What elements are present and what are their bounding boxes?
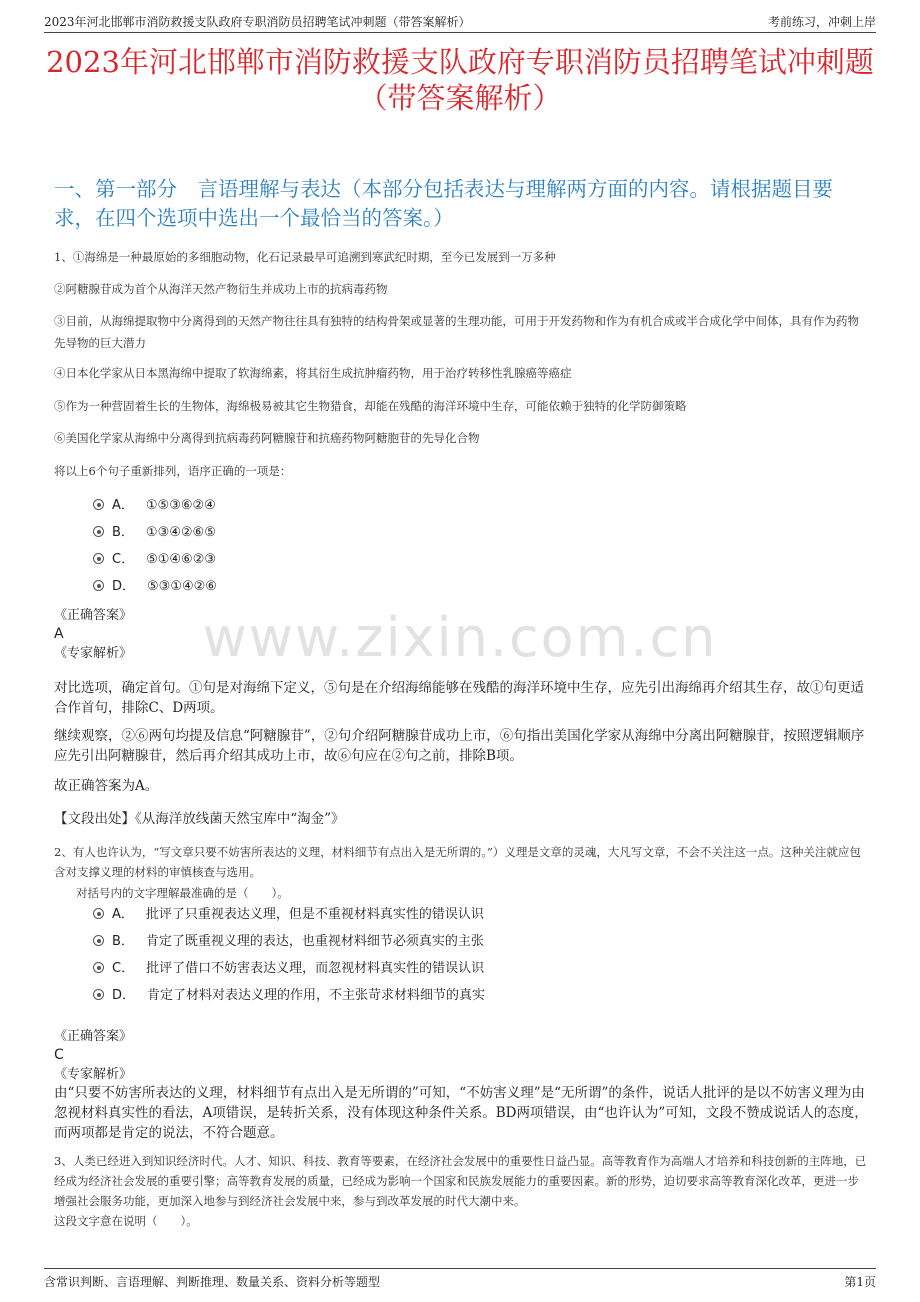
q1-analysis-p1: 对比选项，确定首句。①句是对海绵下定义，⑤句是在介绍海绵能够在残酷的海洋环境中生存，应先引出海绵再介绍其生存，故①句更适合作首句，排除C、D两项。	[54, 680, 864, 716]
q2-answer-label: 《正确答案》	[54, 1029, 133, 1044]
radio-icon[interactable]	[93, 553, 104, 564]
page-header	[44, 10, 876, 33]
q3-prompt: 这段文字意在说明（ ）。	[54, 1214, 198, 1228]
q1-analysis-label: 《专家解析》	[54, 646, 133, 661]
radio-icon[interactable]	[93, 526, 104, 537]
q2-option-d[interactable]: D． 肯定了材料对表达义理的作用，不主张苛求材料细节的真实	[93, 982, 485, 1009]
radio-icon[interactable]	[93, 935, 104, 946]
q1-option-a[interactable]: A． ①⑤③⑥②④	[93, 492, 217, 519]
q1-line-2: ②阿糖腺苷成为首个从海洋天然产物衍生并成功上市的抗病毒药物	[54, 282, 388, 296]
q1-analysis-p3: 故正确答案为A。	[54, 778, 159, 794]
q3-stem: 3、人类已经进入到知识经济时代。人才、知识、科技、教育等要素，在经济社会发展中的重要性日益凸显。高等教育作为高端人才培养和科技创新的主阵地，已经成为经济社会发展的重要引擎；高等教育发展的质量，已经成为影响一个国家和民族发展能力的重要因素。新的形势，迫切要求高等教育深化改革，更进一步增强社会服务功能，更加深入地参与到经济社会发展中来，参与到改革发展的时代大潮中来。	[54, 1154, 867, 1208]
radio-icon[interactable]	[93, 908, 104, 919]
footer-question-types: 含常识判断、言语理解、判断推理、数量关系、资料分析等题型	[44, 1275, 381, 1289]
q1-prompt: 将以上6个句子重新排列，语序正确的一项是：	[54, 464, 292, 478]
q1-line-4: ④日本化学家从日本黑海绵中提取了软海绵素，将其衍生成抗肿瘤药物，用于治疗转移性乳腺癌等癌症	[54, 366, 572, 380]
q1-answer: A	[54, 626, 64, 642]
page-number: 第1页	[844, 1275, 876, 1289]
page-footer	[44, 1268, 876, 1291]
q1-option-b[interactable]: B． ①③④②⑥⑤	[93, 519, 217, 546]
radio-icon[interactable]	[93, 580, 104, 591]
header-doc-title: 2023年河北邯郸市消防救援支队政府专职消防员招聘笔试冲刺题（带答案解析）	[44, 15, 471, 29]
document-title: 2023年河北邯郸市消防救援支队政府专职消防员招聘笔试冲刺题（带答案解析）	[46, 45, 874, 115]
q2-answer: C	[54, 1047, 64, 1063]
q1-line-3: ③目前，从海绵提取物中分离得到的天然产物往往具有独特的结构骨架或显著的生理功能，可用于开发药物和作为有机合成或半合成化学中间体，具有作为药物先导物的巨大潜力	[54, 314, 859, 350]
q1-options	[93, 492, 217, 600]
q2-options	[93, 901, 485, 1009]
q1-line-1: 1、①海绵是一种最原始的多细胞动物，化石记录最早可追溯到寒武纪时期，至今已发展到一万多种	[54, 250, 556, 264]
q2-option-c[interactable]: C． 批评了借口不妨害表达义理，而忽视材料真实性的错误认识	[93, 955, 485, 982]
q2-analysis-label: 《专家解析》	[54, 1067, 133, 1082]
section-heading: 一、第一部分 言语理解与表达（本部分包括表达与理解两方面的内容。请根据题目要求，在四个选项中选出一个最恰当的答案。）	[54, 177, 833, 230]
header-slogan: 考前练习，冲刺上岸	[767, 15, 876, 29]
watermark: www.zixin.com.cn	[202, 606, 718, 669]
q2-analysis: 由“只要不妨害所表达的义理，材料细节有点出入是无所谓的”可知，“不妨害义理”是“无所谓”的条件，说话人批评的是以不妨害义理为由忽视材料真实性的看法，A项错误，是转折关系，没有体现这种条件关系。BD两项错误，由“也许认为”可知，文段不赞成说话人的态度，而两项都是肯定的说法，不符合题意。	[54, 1085, 868, 1141]
q2-option-a[interactable]: A． 批评了只重视表达义理，但是不重视材料真实性的错误认识	[93, 901, 485, 928]
q2-option-b[interactable]: B． 肯定了既重视义理的表达，也重视材料细节必须真实的主张	[93, 928, 485, 955]
q1-line-6: ⑥美国化学家从海绵中分离得到抗病毒药阿糖腺苷和抗癌药物阿糖胞苷的先导化合物	[54, 431, 480, 445]
radio-icon[interactable]	[93, 962, 104, 973]
q2-prompt: 对括号内的文字理解最准确的是（ ）。	[76, 886, 289, 900]
radio-icon[interactable]	[93, 989, 104, 1000]
q1-analysis-p2: 继续观察，②⑥两句均提及信息“阿糖腺苷”，②句介绍阿糖腺苷成功上市，⑥句指出美国化学家从海绵中分离出阿糖腺苷，按照逻辑顺序应先引出阿糖腺苷，然后再介绍其成功上市，故⑥句应在②句之前，排除B项。	[54, 728, 865, 764]
q1-answer-label: 《正确答案》	[54, 608, 133, 623]
q2-stem: 2、有人也许认为，“写文章只要不妨害所表达的义理，材料细节有点出入是无所谓的。”）义理是文章的灵魂，大凡写文章，不会不关注这一点。这种关注就应包含对支撑义理的材料的审慎核查与选用。	[54, 845, 861, 879]
q1-source: 【文段出处】《从海洋放线菌天然宝库中“淘金”》	[54, 811, 345, 827]
q1-line-5: ⑤作为一种营固着生长的生物体，海绵极易被其它生物猎食，却能在残酷的海洋环境中生存，可能依赖于独特的化学防御策略	[54, 399, 687, 413]
q1-option-d[interactable]: D． ⑤③①④②⑥	[93, 573, 217, 600]
radio-icon[interactable]	[93, 499, 104, 510]
q1-option-c[interactable]: C． ⑤①④⑥②③	[93, 546, 217, 573]
